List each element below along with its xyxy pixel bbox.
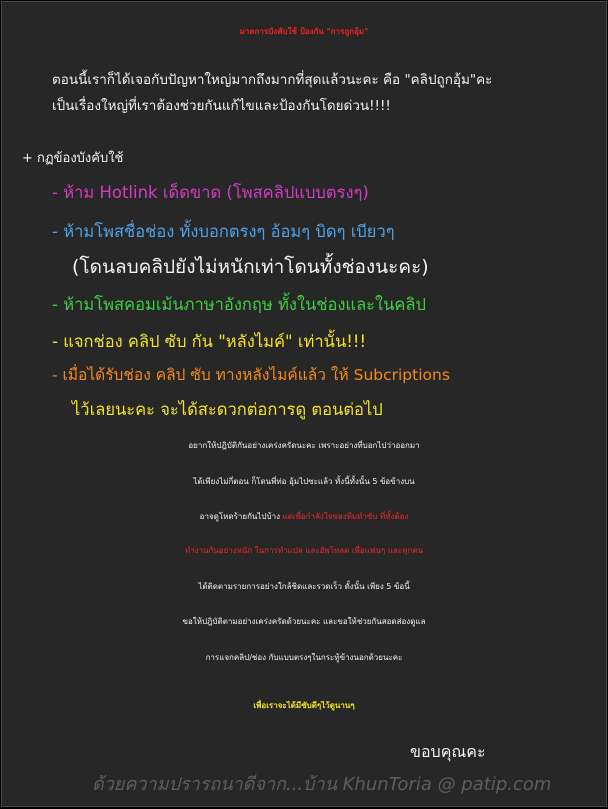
intro-line-2: เป็นเรื่องใหญ่ที่เราต้องช่วยกันแก้ไขและป้องกันโดยด่วน!!!! bbox=[52, 98, 391, 114]
poster-title: มาตการบังคับใช้ ป้องกัน "การถูกอุ้ม" bbox=[239, 27, 369, 36]
body-line-5: ได้ติดตามรายการอย่างใกล้ชิดและรวดเร็ว ดั้งนั้น เพียง 5 ข้อนี้ bbox=[198, 582, 410, 591]
rule-2-note: (โดนลบคลิปยังไม่หนักเท่าโดนทั้งช่องนะคะ) bbox=[72, 256, 429, 278]
rule-1: - ห้าม Hotlink เด็ดขาด (โพสคลิปแบบตรงๆ) bbox=[52, 183, 369, 202]
body-line-6: ขอให้ปฎิบัติตามอย่างเคร่งครัดด้วยนะคะ และขอให้ช่วยกันสอดส่องดูแล bbox=[182, 617, 426, 626]
body-line-3-white: อาจดูโหดร้ายกันไปบ้าง bbox=[199, 512, 280, 521]
body-line-7: การแจกคลิป/ช่อง กับแบบตรงๆในกระทู้ข้างนอกด้วยนะคะ bbox=[205, 653, 403, 662]
rule-5-continued: ไว้เลยนะคะ จะได้สะดวกต่อการดู ตอนต่อไป bbox=[72, 400, 383, 419]
body-line-3 bbox=[2, 513, 606, 521]
body-line-1: อยากให้ปฎิบัติกันอย่างเคร่งครัดนะคะ เพราะอย่างที่บอกไปว่าออกมา bbox=[188, 441, 420, 450]
announcement-poster bbox=[1, 1, 607, 807]
body-line-3-red: แต่เพื่อกำลังใจของทีมทำซับ ที่ทั้งต้อง bbox=[279, 512, 409, 521]
rule-4: - แจกช่อง คลิป ซับ กัน "หลังไมค์" เท่านั้น!!! bbox=[52, 332, 367, 351]
credit-line: ด้วยความปรารถนาดีจาก...บ้าน KhunToria @ patip.com bbox=[92, 774, 552, 795]
slogan: เพื่อเราจะได้มีซับดีๆไว้ดูนานๆ bbox=[253, 701, 355, 710]
rule-5: - เมื่อได้รับช่อง คลิป ซับ ทางหลังไมค์แล้ว ให้ Subcriptions bbox=[52, 366, 450, 384]
rules-heading: + กฏข้องบังคับใช้ bbox=[22, 151, 124, 166]
thanks-text: ขอบคุณคะ bbox=[410, 742, 486, 761]
body-line-4: ทำงานกันอย่างหนัก ในการทำแปล และอัพโหลด เพื่อแฟนๆ และทุกคน bbox=[184, 546, 424, 555]
intro-line-1: ตอนนี้เราก็ได้เจอกับปัญหาใหญ่มากถึงมากที่สุดแล้วนะคะ คือ "คลิปถูกอุ้ม"คะ bbox=[52, 72, 493, 88]
body-line-2: ได้เพียงไม่กี่ตอน ก็โดนพี่ท่อ อุ้มไปซะแล้ว ทั้งนี้ทั้งนั้น 5 ข้อข้างบน bbox=[193, 477, 415, 486]
rule-3: - ห้ามโพสคอมเม้นภาษาอังกฤษ ทั้งในช่องและในคลิป bbox=[52, 295, 426, 314]
rule-2: - ห้ามโพสชื่อช่อง ทั้งบอกตรงๆ อ้อมๆ บิดๆ เบียวๆ bbox=[52, 222, 395, 241]
